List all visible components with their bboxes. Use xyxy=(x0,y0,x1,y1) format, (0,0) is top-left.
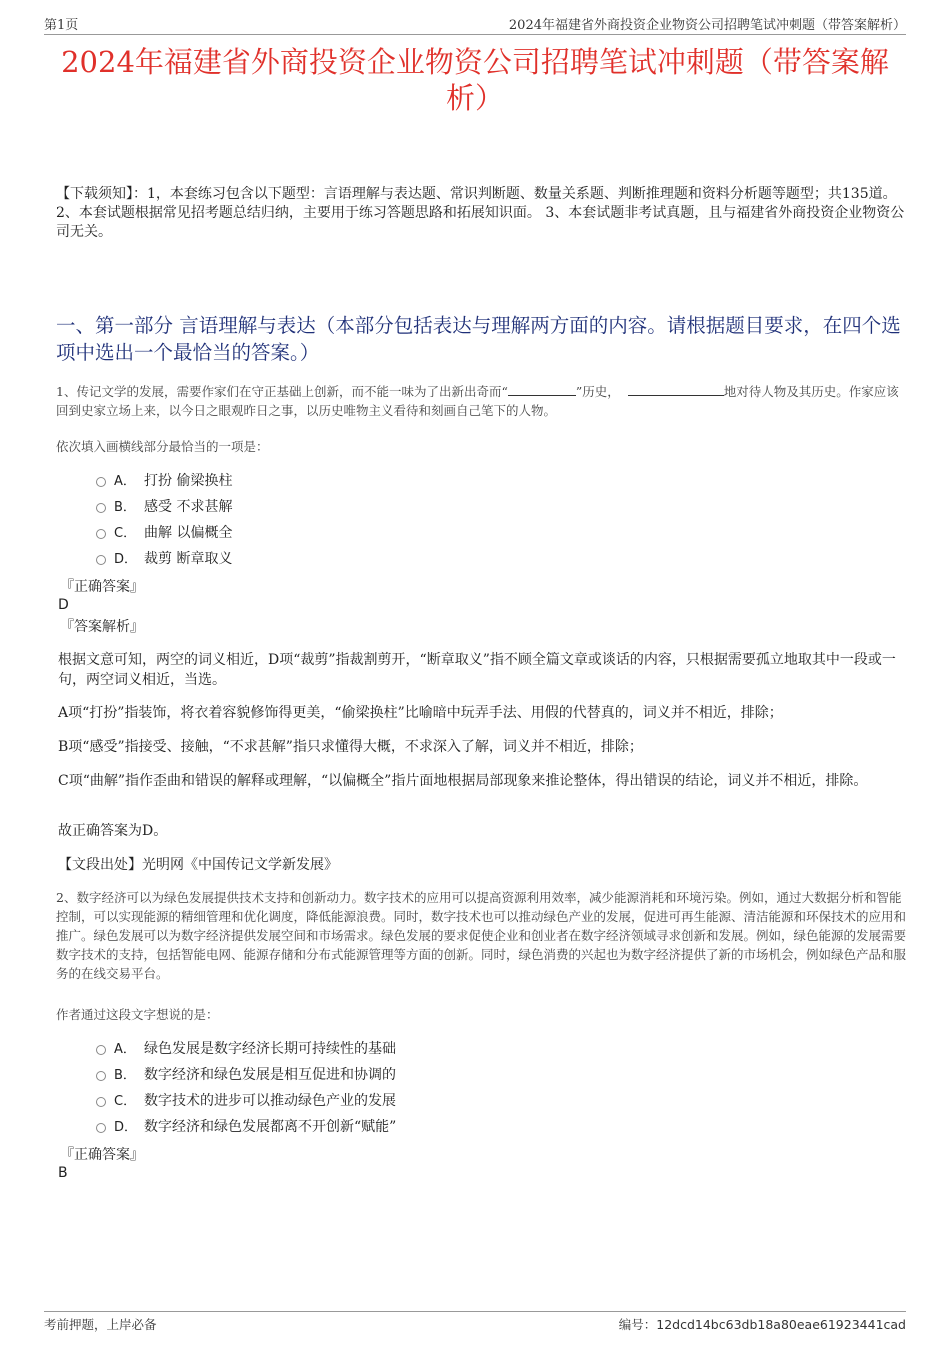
q1-stem-part-b: ”历史， xyxy=(575,384,620,399)
question-2-stem: 2、数字经济可以为绿色发展提供技术支持和创新动力。数字技术的应用可以提高资源利用效率，减少能源消耗和环境污染。例如，通过大数据分析和智能控制，可以实现能源的精细管理和优化调度，降低能源浪费。同时，数字技术也可以推动绿色产业的发展，促进可再生能源、清洁能源和环保技术的应用和推广。绿色发展可以为数字经济提供发展空间和市场需求。绿色发展的要求促使企业和创业者在数字经济领域寻求创新和发展。例如，绿色能源的发展需要数字技术的支持，包括智能电网、能源存储和分布式能源管理等方面的创新。同时，绿色消费的兴起也为数字经济提供了新的市场机会，例如绿色产品和服务的在线交易平台。 xyxy=(56,890,907,981)
page-number: 第1页 xyxy=(44,18,79,33)
question-1-stem xyxy=(56,382,906,420)
q1-source: 【文段出处】光明网《中国传记文学新发展》 xyxy=(58,857,338,873)
radio-icon[interactable] xyxy=(96,1123,106,1133)
q1-option-b[interactable] xyxy=(96,496,696,522)
q2-answer: B xyxy=(58,1165,68,1181)
question-1-options xyxy=(96,470,696,574)
q2-option-c[interactable] xyxy=(96,1090,696,1116)
q1-stem-part-a: 1、传记文学的发展，需要作家们在守正基础上创新，而不能一味为了出新出奇而“ xyxy=(56,384,508,399)
footer-code xyxy=(619,1315,906,1333)
option-letter: D． xyxy=(114,552,138,567)
radio-icon[interactable] xyxy=(96,1045,106,1055)
option-letter: B． xyxy=(114,1068,136,1083)
q1-option-d[interactable] xyxy=(96,548,696,574)
q1-analysis-para-5: 故正确答案为D。 xyxy=(58,823,168,839)
document-title: 2024年福建省外商投资企业物资公司招聘笔试冲刺题（带答案解析） xyxy=(61,45,889,115)
option-text: 感受 不求甚解 xyxy=(144,499,233,515)
download-notice: 【下载须知】：1，本套练习包含以下题型：言语理解与表达题、常识判断题、数量关系题、判断推理题和资料分析题等题型；共135道。 2、本套试题根据常见招考题总结归纳，主要用于练习答题思路和拓展知识面。 3、本套试题非考试真题，且与福建省外商投资企业物资公司无关。 xyxy=(56,186,905,240)
blank-1 xyxy=(508,383,576,396)
question-1-prompt: 依次填入画横线部分最恰当的一项是： xyxy=(56,439,269,454)
q1-analysis-para-3: B项“感受”指接受、接触，“不求甚解”指只求懂得大概，不求深入了解，词义并不相近，排除； xyxy=(58,739,643,755)
option-text: 曲解 以偏概全 xyxy=(144,525,233,541)
option-letter: C． xyxy=(114,526,137,541)
q1-answer: D xyxy=(58,597,69,613)
option-letter: A． xyxy=(114,474,136,489)
option-letter: A． xyxy=(114,1042,136,1057)
option-text: 数字经济和绿色发展都离不开创新“赋能” xyxy=(144,1119,397,1135)
q2-option-b[interactable] xyxy=(96,1064,696,1090)
q1-answer-label: 『正确答案』 xyxy=(60,579,144,595)
radio-icon[interactable] xyxy=(96,503,106,513)
footer-slogan: 考前押题，上岸必备 xyxy=(44,1317,157,1332)
q2-option-d[interactable] xyxy=(96,1116,696,1142)
page-header xyxy=(44,14,906,35)
option-letter: D． xyxy=(114,1120,138,1135)
section-title: 一、第一部分 言语理解与表达（本部分包括表达与理解两方面的内容。请根据题目要求，在四个选项中选出一个最恰当的答案。） xyxy=(56,314,901,364)
q1-analysis-para-1: 根据文意可知，两空的词义相近，D项“裁剪”指裁割剪开，“断章取义”指不顾全篇文章或谈话的内容，只根据需要孤立地取其中一段或一句，两空词义相近，当选。 xyxy=(58,652,896,688)
option-letter: B． xyxy=(114,500,136,515)
radio-icon[interactable] xyxy=(96,555,106,565)
q1-stem-part-c: 地对待人物及其历史。作家应该回到史家立场上来，以今日之眼观昨日之事，以历史唯物主义看待和刻画自己笔下的人物。 xyxy=(56,384,899,418)
header-doc-title: 2024年福建省外商投资企业物资公司招聘笔试冲刺题（带答案解析） xyxy=(508,18,906,33)
q1-option-c[interactable] xyxy=(96,522,696,548)
option-text: 数字技术的进步可以推动绿色产业的发展 xyxy=(144,1093,396,1109)
radio-icon[interactable] xyxy=(96,529,106,539)
question-2-options xyxy=(96,1038,696,1142)
page-footer xyxy=(44,1311,906,1332)
option-letter: C． xyxy=(114,1094,137,1109)
blank-2 xyxy=(628,383,724,396)
q1-analysis-label: 『答案解析』 xyxy=(60,619,144,635)
code-value: 12dcd14bc63db18a80eae61923441cad xyxy=(656,1317,906,1332)
q2-answer-label: 『正确答案』 xyxy=(60,1147,144,1163)
q1-analysis-para-2: A项“打扮”指装饰，将衣着容貌修饰得更美，“偷梁换柱”比喻暗中玩弄手法、用假的代替真的，词义并不相近，排除； xyxy=(58,705,783,721)
radio-icon[interactable] xyxy=(96,1071,106,1081)
question-2-prompt: 作者通过这段文字想说的是： xyxy=(56,1007,219,1022)
radio-icon[interactable] xyxy=(96,1097,106,1107)
code-label: 编号： xyxy=(618,1317,657,1332)
option-text: 数字经济和绿色发展是相互促进和协调的 xyxy=(144,1067,396,1083)
q2-option-a[interactable] xyxy=(96,1038,696,1064)
q1-option-a[interactable] xyxy=(96,470,696,496)
option-text: 裁剪 断章取义 xyxy=(144,551,233,567)
option-text: 绿色发展是数字经济长期可持续性的基础 xyxy=(144,1041,396,1057)
option-text: 打扮 偷梁换柱 xyxy=(144,473,233,489)
q1-analysis-para-4: C项“曲解”指作歪曲和错误的解释或理解，“以偏概全”指片面地根据局部现象来推论整体，得出错误的结论，词义并不相近，排除。 xyxy=(58,773,868,789)
radio-icon[interactable] xyxy=(96,477,106,487)
